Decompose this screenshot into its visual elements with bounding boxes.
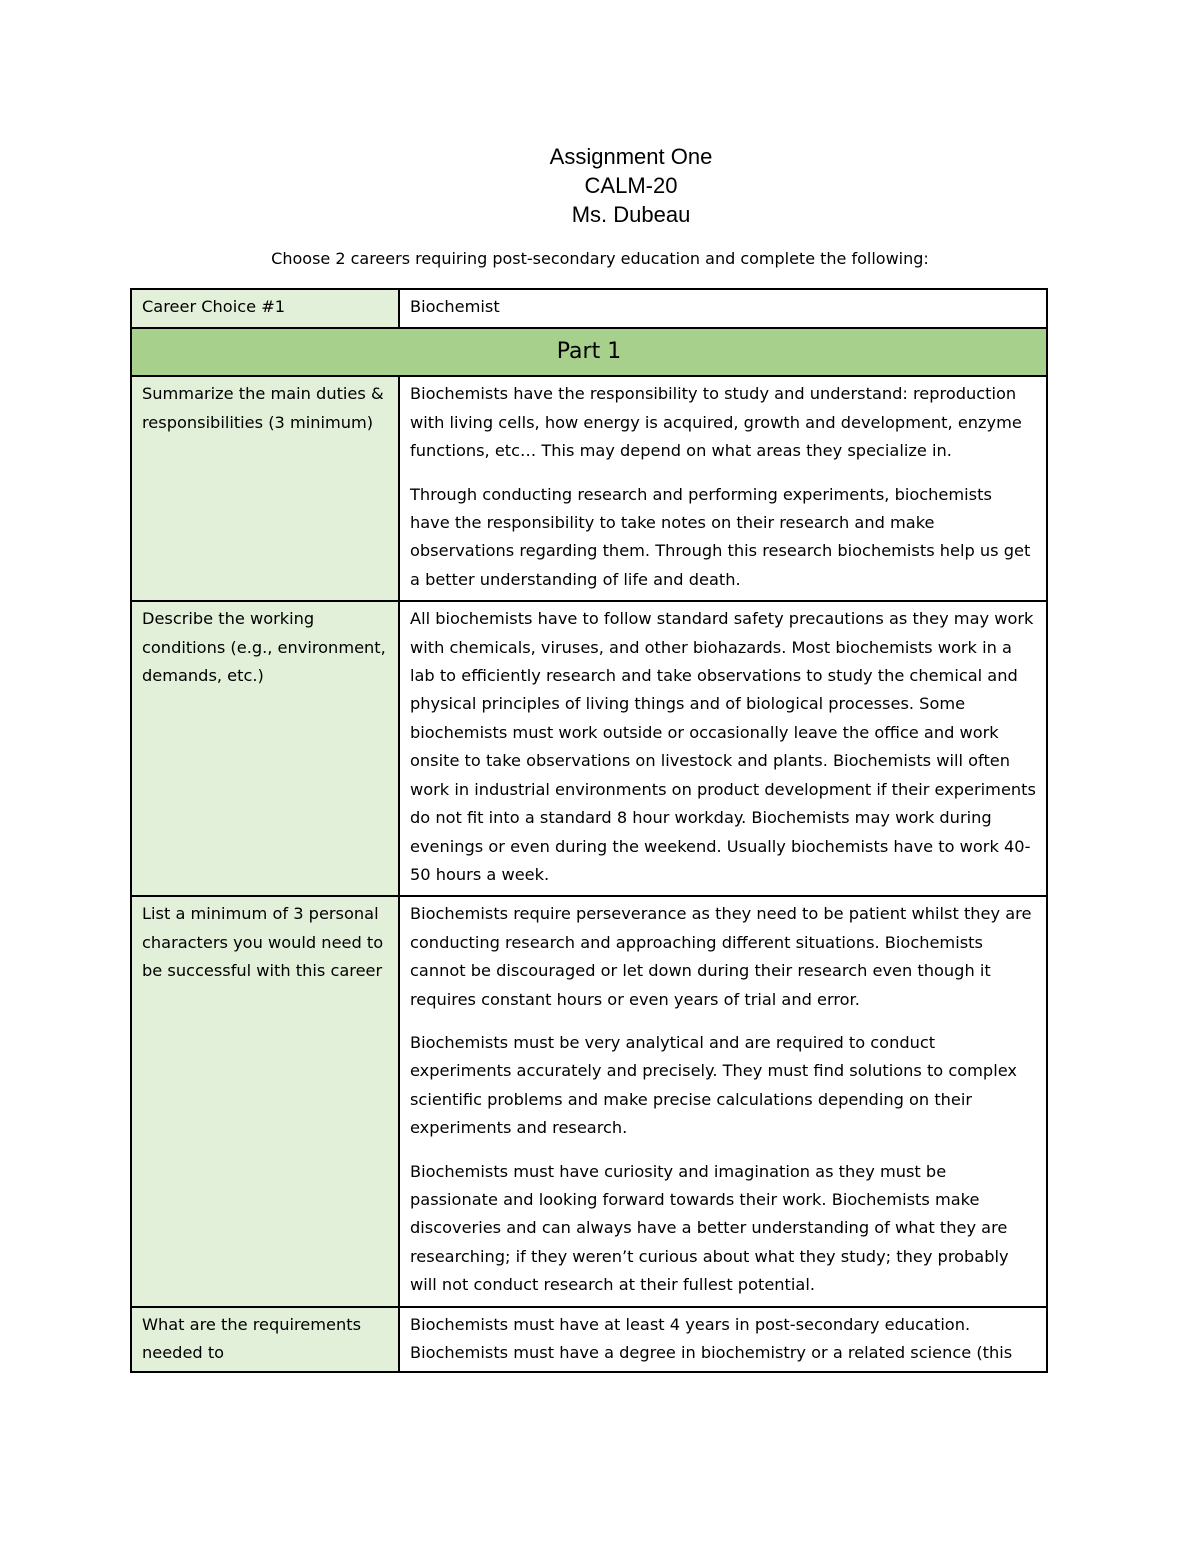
answer-cell: [399, 896, 1047, 1306]
answer-cell: [399, 376, 1047, 601]
part-header-row: [131, 328, 1047, 376]
table-row: [131, 896, 1047, 1306]
course-code: CALM-20: [584, 173, 678, 198]
teacher-name: Ms. Dubeau: [571, 202, 691, 227]
answer-paragraph: Biochemists must have at least 4 years in post-secondary education. Biochemists must have a degree in biochemistry or a related science (this: [410, 1314, 1013, 1362]
answer-paragraph: All biochemists have to follow standard safety precautions as they may work with chemicals, viruses, and other biohazards. Most biochemists work in a lab to efficiently research and take observations to study the chemical and physical principles of living things and of biological processes. Some biochemists must work outside or occasionally leave the office and work onsite to take observations on livestock and plants. Biochemists will often work in industrial environments on product development if their experiments do not fit into a standard 8 hour workday. Biochemists may work during evenings or even during the weekend. Usually biochemists have to work 40-50 hours a week.: [410, 609, 1036, 884]
career-value: Biochemist: [410, 297, 500, 316]
career-label: Career Choice #1: [142, 297, 286, 316]
answer-paragraph: Biochemists require perseverance as they need to be patient whilst they are conducting research and approaching different situations. Biochemists cannot be discouraged or let down during their research even though it requires constant hours or even years of trial and error.: [410, 904, 1032, 1009]
answer-paragraph: Biochemists must have curiosity and imagination as they must be passionate and looking forward towards their work. Biochemists make discoveries and can always have a better understanding of what they are researching; if they weren’t curious about what they study; they probably will not conduct research at their fullest potential.: [410, 1161, 1009, 1295]
question-cell: [131, 1307, 399, 1372]
question-cell: [131, 896, 399, 1306]
instructions: Choose 2 careers requiring post-secondary education and complete the following:: [271, 249, 929, 268]
title-block: [0, 142, 1200, 229]
career-value-cell: [399, 289, 1047, 328]
question-text: Describe the working conditions (e.g., environment, demands, etc.): [142, 609, 386, 686]
table-row: [131, 376, 1047, 601]
question-cell: [131, 601, 399, 896]
document-title: Assignment One: [549, 144, 713, 169]
question-text: What are the requirements needed to: [142, 1314, 362, 1362]
answer-cell: [399, 601, 1047, 896]
answer-paragraph: Biochemists have the responsibility to study and understand: reproduction with living cells, how energy is acquired, growth and development, enzyme functions, etc… This may depend on what areas they specialize in.: [410, 384, 1022, 461]
answer-paragraph: Through conducting research and performing experiments, biochemists have the responsibility to take notes on their research and make observations regarding them. Through this research biochemists help us get a better understanding of life and death.: [410, 484, 1031, 589]
assignment-table: [130, 288, 1048, 1373]
career-label-cell: [131, 289, 399, 328]
career-row: [131, 289, 1047, 328]
table-row: [131, 601, 1047, 896]
answer-paragraph: Biochemists must be very analytical and are required to conduct experiments accurately and precisely. They must find solutions to complex scientific problems and make precise calculations depending on their experiments and research.: [410, 1032, 1017, 1138]
question-cell: [131, 376, 399, 601]
question-clip: [142, 1311, 388, 1365]
question-text: Summarize the main duties & responsibilities (3 minimum): [142, 384, 384, 432]
answer-clip: [410, 1311, 1036, 1365]
table-row: [131, 1307, 1047, 1372]
question-text: List a minimum of 3 personal characters you would need to be successful with this career: [142, 904, 384, 981]
answer-cell: [399, 1307, 1047, 1372]
part-title: Part 1: [131, 328, 1047, 376]
